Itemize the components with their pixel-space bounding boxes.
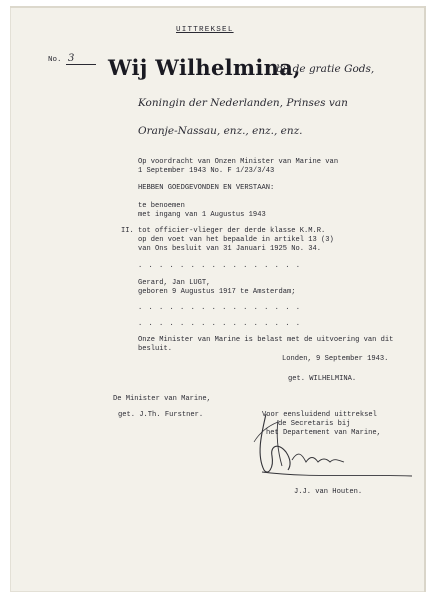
paper-edge-right (424, 6, 426, 592)
royal-name: Wij Wilhelmina, (108, 55, 301, 80)
place-date: Londen, 9 September 1943. (282, 355, 389, 363)
person-line-2: geboren 9 Augustus 1917 te Amsterdam; (138, 288, 296, 296)
number-label: No. (48, 56, 62, 64)
royal-line2: Koningin der Nederlanden, Prinses van (138, 97, 348, 109)
dotted-separator-2: . . . . . . . . . . . . . . . . (138, 304, 301, 312)
dotted-separator-1: . . . . . . . . . . . . . . . . (138, 262, 301, 270)
dotted-separator-3: . . . . . . . . . . . . . . . . (138, 320, 301, 328)
extract-line-2: de Secretaris bij (278, 420, 351, 428)
proposal-line-1: Op voordracht van Onzen Minister van Marine van (138, 158, 339, 166)
rank-line-3: van Ons besluit van 31 Januari 1925 No. 34. (138, 245, 322, 253)
handwritten-signature (248, 412, 428, 482)
appoint-line-2: met ingang van 1 Augustus 1943 (138, 211, 266, 219)
minister-signed: get. J.Th. Furstner. (118, 411, 204, 419)
rank-line-1: tot officier-vlieger der derde klasse K.M.R. (138, 227, 326, 235)
signed-queen: get. WILHELMINA. (288, 375, 357, 383)
appoint-line-1: te benoemen (138, 202, 185, 210)
number-value: 3 (68, 53, 75, 64)
extract-line-1: Voor eensluidend uittreksel (262, 411, 377, 419)
paper-edge-top (10, 6, 426, 8)
number-underline (66, 64, 96, 65)
roman-numeral: II. (121, 227, 134, 235)
document-page (10, 6, 426, 592)
extract-line-3: het Departement van Marine, (266, 429, 381, 437)
rank-line-2: op den voet van het bepaalde in artikel 13 (3) (138, 236, 334, 244)
execution-line-2: besluit. (138, 345, 173, 353)
resolved-line: HEBBEN GOEDGEVONDEN EN VERSTAAN: (138, 184, 275, 192)
royal-line3: Oranje-Nassau, enz., enz., enz. (138, 125, 303, 137)
royal-line1-tail: bij de gratie Gods, (276, 63, 375, 75)
person-line-1: Gerard, Jan LUGT, (138, 279, 211, 287)
document-title: UITTREKSEL (176, 26, 234, 34)
proposal-line-2: 1 September 1943 No. F 1/23/3/43 (138, 167, 275, 175)
minister-title: De Minister van Marine, (113, 395, 211, 403)
execution-line-1: Onze Minister van Marine is belast met de uitvoering van dit (138, 336, 394, 344)
secretary-name: J.J. van Houten. (294, 488, 363, 496)
